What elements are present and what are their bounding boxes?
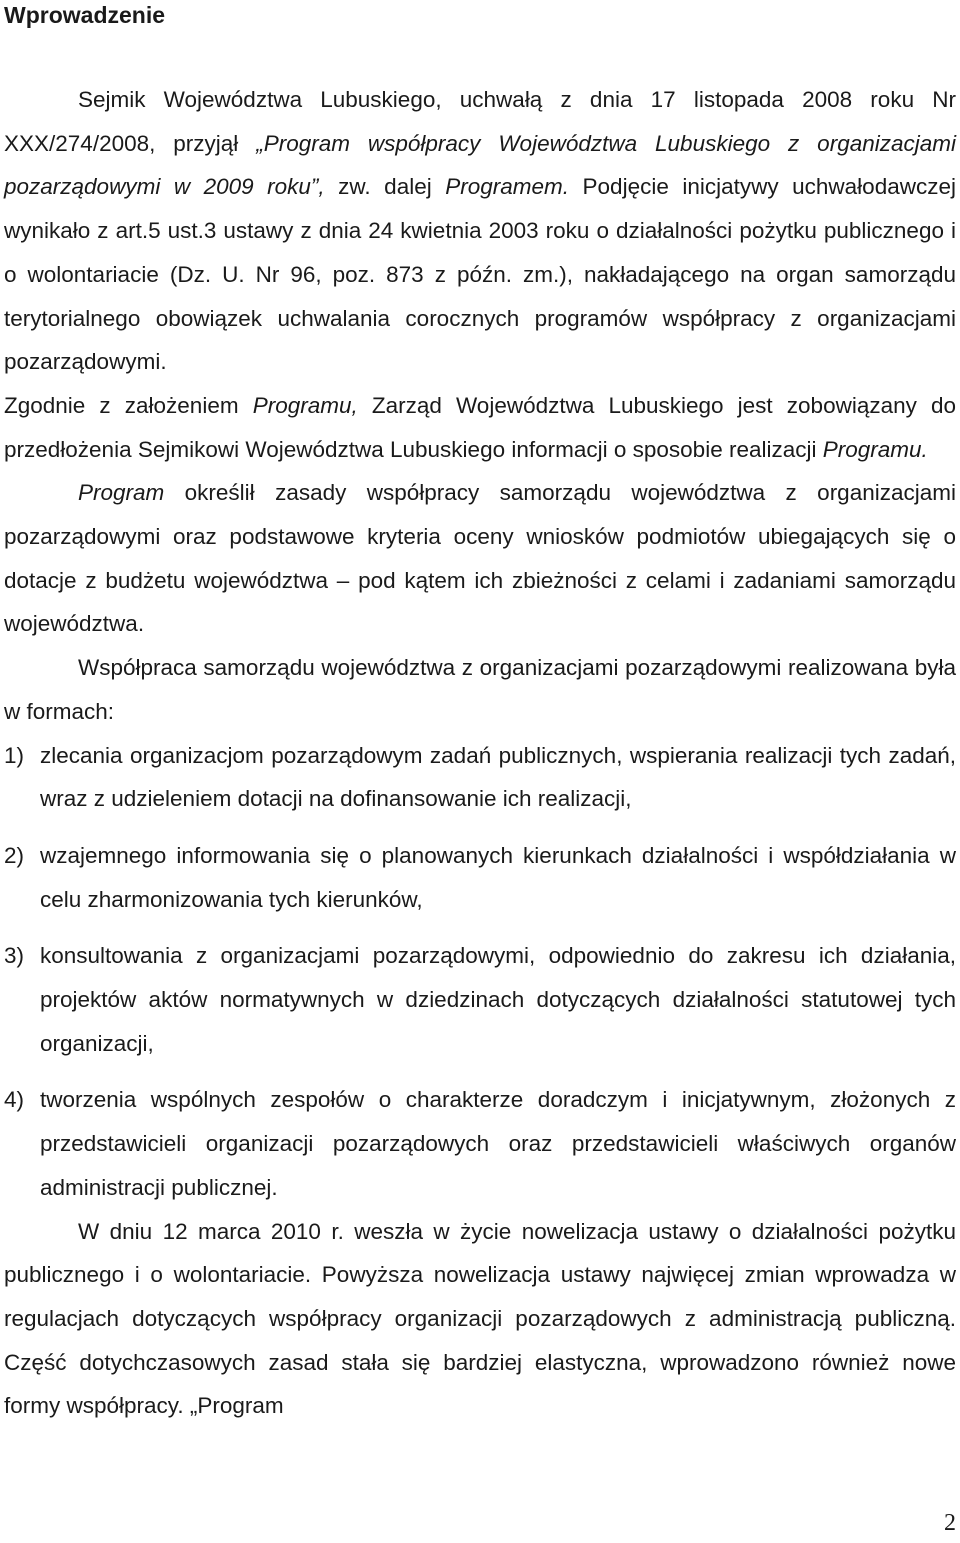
program-short-name: Programem.	[445, 174, 570, 200]
program-ref-1: Programu,	[252, 392, 358, 418]
paragraph-obligation-text-2: Zarząd Województwa Lubuskiego jest zobowiązany do przedłożenia Sejmikowi Województwa Lubuskiego informacji o sposobie realizacji	[4, 392, 956, 462]
program-ref-2: Programu.	[822, 436, 928, 462]
list-item-number: 2)	[4, 842, 25, 868]
program-ref-3: Program	[78, 480, 165, 506]
list-item-number: 3)	[4, 943, 25, 969]
paragraph-principles-text: określił zasady współpracy samorządu województwa z organizacjami pozarządowymi oraz podstawowe kryteria oceny wniosków podmiotów ubiegających się o dotacje z budżetu województwa – pod kątem ich zbieżności z celami i zadaniami samorządu województwa.	[4, 480, 956, 637]
paragraph-intro-text-1: Sejmik Województwa Lubuskiego, uchwałą z dnia 17 listopada 2008 roku Nr XXX/274/2008, przyjął	[4, 87, 956, 156]
document-page	[4, 0, 956, 1428]
list-item-number: 4)	[4, 1087, 25, 1113]
paragraph-obligation-text-1: Zgodnie z założeniem	[4, 392, 253, 418]
list-item	[4, 834, 956, 921]
page-number: 2	[944, 1510, 956, 1536]
list-item	[4, 934, 956, 1065]
paragraph-intro	[4, 78, 956, 384]
section-heading: Wprowadzenie	[4, 2, 166, 28]
list-item-text: tworzenia wspólnych zespołów o charakterze doradczym i inicjatywnym, złożonych z przedstawicieli organizacji pozarządowych oraz przedstawicieli właściwych organów administracji publicznej.	[40, 1087, 956, 1200]
list-item	[4, 734, 956, 821]
paragraph-amendment: W dniu 12 marca 2010 r. weszła w życie nowelizacja ustawy o działalności pożytku publicznego i o wolontariacie. Powyższa nowelizacja ustawy najwięcej zmian wprowadza w regulacjach dotyczących współpracy organizacji pozarządowych z administracją publiczną. Część dotychczasowych zasad stała się bardziej elastyczna, wprowadzono również nowe formy współpracy. „Program	[4, 1218, 956, 1419]
list-item-number: 1)	[4, 742, 25, 768]
list-item-text: wzajemnego informowania się o planowanych kierunkach działalności i współdziałania w celu zharmonizowania tych kierunków,	[40, 842, 956, 912]
list-item-text: konsultowania z organizacjami pozarządowymi, odpowiednio do zakresu ich działania, projektów aktów normatywnych w dziedzinach dotyczących działalności statutowej tych organizacji,	[40, 943, 956, 1056]
paragraph-obligation	[4, 384, 956, 471]
list-item	[4, 1078, 956, 1209]
paragraph-intro-text-2: zw. dalej	[324, 174, 446, 200]
list-item-text: zlecania organizacjom pozarządowym zadań publicznych, wspierania realizacji tych zadań, wraz z udzieleniem dotacji na dofinansowanie ich realizacji,	[40, 742, 956, 812]
paragraph-intro-text-3: Podjęcie inicjatywy uchwałodawczej wynikało z art.5 ust.3 ustawy z dnia 24 kwietnia 2003 roku o działalności pożytku publicznego i o wolontariacie (Dz. U. Nr 96, poz. 873 z późn. zm.), nakładającego na organ samorządu terytorialnego obowiązek uchwalania corocznych programów współpracy z organizacjami pozarządowymi.	[4, 174, 956, 375]
paragraph-principles	[4, 471, 956, 646]
forms-list	[4, 734, 956, 1210]
paragraph-forms-intro: Współpraca samorządu województwa z organizacjami pozarządowymi realizowana była w formach:	[4, 655, 956, 724]
program-title: „Program współpracy Województwa Lubuskiego z organizacjami pozarządowymi w 2009 roku”,	[4, 130, 956, 200]
